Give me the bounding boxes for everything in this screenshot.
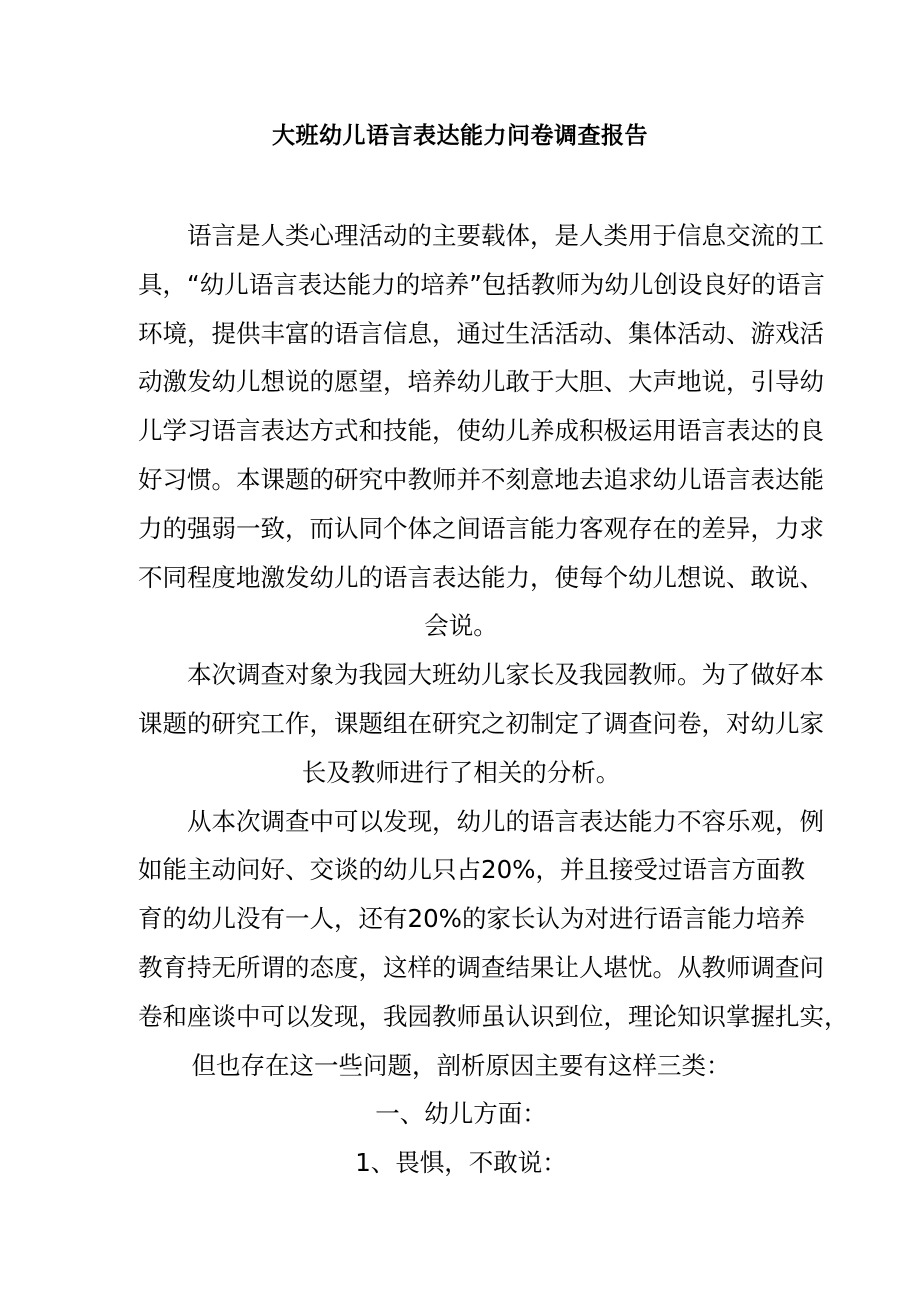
section-heading: 一、幼儿方面： [375,1099,547,1129]
paragraph-line: 好习惯。本课题的研究中教师并不刻意地去追求幼儿语言表达能 [138,464,824,494]
paragraph-3 [138,798,849,1091]
document-body [138,212,849,1188]
paragraph-line: 育的幼儿没有一人，还有20%的家长认为对进行语言能力培养 [138,904,805,934]
paragraph-line: 本次调查对象为我园大班幼儿家长及我园教师。为了做好本 [187,660,824,690]
paragraph-line: 力的强弱一致，而认同个体之间语言能力客观存在的差异，力求 [138,513,824,543]
paragraph-line: 但也存在这一些问题，剖析原因主要有这样三类： [191,1050,731,1080]
paragraph-line: 具，“幼儿语言表达能力的培养”包括教师为幼儿创设良好的语言 [138,269,825,299]
paragraph-2 [138,651,824,797]
paragraph-line: 从本次调查中可以发现，幼儿的语言表达能力不容乐观，例 [187,806,824,836]
paragraph-line: 动激发幼儿想说的愿望，培养幼儿敢于大胆、大声地说，引导幼 [138,367,824,397]
paragraph-line: 不同程度地激发幼儿的语言表达能力，使每个幼儿想说、敢说、 [138,562,824,592]
paragraph-line: 长及教师进行了相关的分析。 [301,757,621,787]
paragraph-line: 语言是人类心理活动的主要载体，是人类用于信息交流的工 [187,221,824,250]
paragraph-line: 课题的研究工作，课题组在研究之初制定了调查问卷，对幼儿家 [138,708,824,738]
paragraph-line: 如能主动问好、交谈的幼儿只占20%，并且接受过语言方面教 [138,855,805,885]
sub-heading: 1、畏惧，不敢说： [355,1148,567,1178]
document-title: 大班幼儿语言表达能力问卷调查报告 [272,123,648,149]
paragraph-line: 儿学习语言表达方式和技能，使幼儿养成积极运用语言表达的良 [138,416,824,446]
paragraph-line: 教育持无所谓的态度，这样的调查结果让人堪忧。从教师调查问 [138,952,824,982]
paragraph-line: 卷和座谈中可以发现，我园教师虽认识到位，理论知识掌握扎实， [138,1001,849,1031]
paragraph-line: 环境，提供丰富的语言信息，通过生活活动、集体活动、游戏活 [138,318,824,348]
paragraph-1 [138,212,825,651]
paragraph-line: 会说。 [424,611,498,641]
